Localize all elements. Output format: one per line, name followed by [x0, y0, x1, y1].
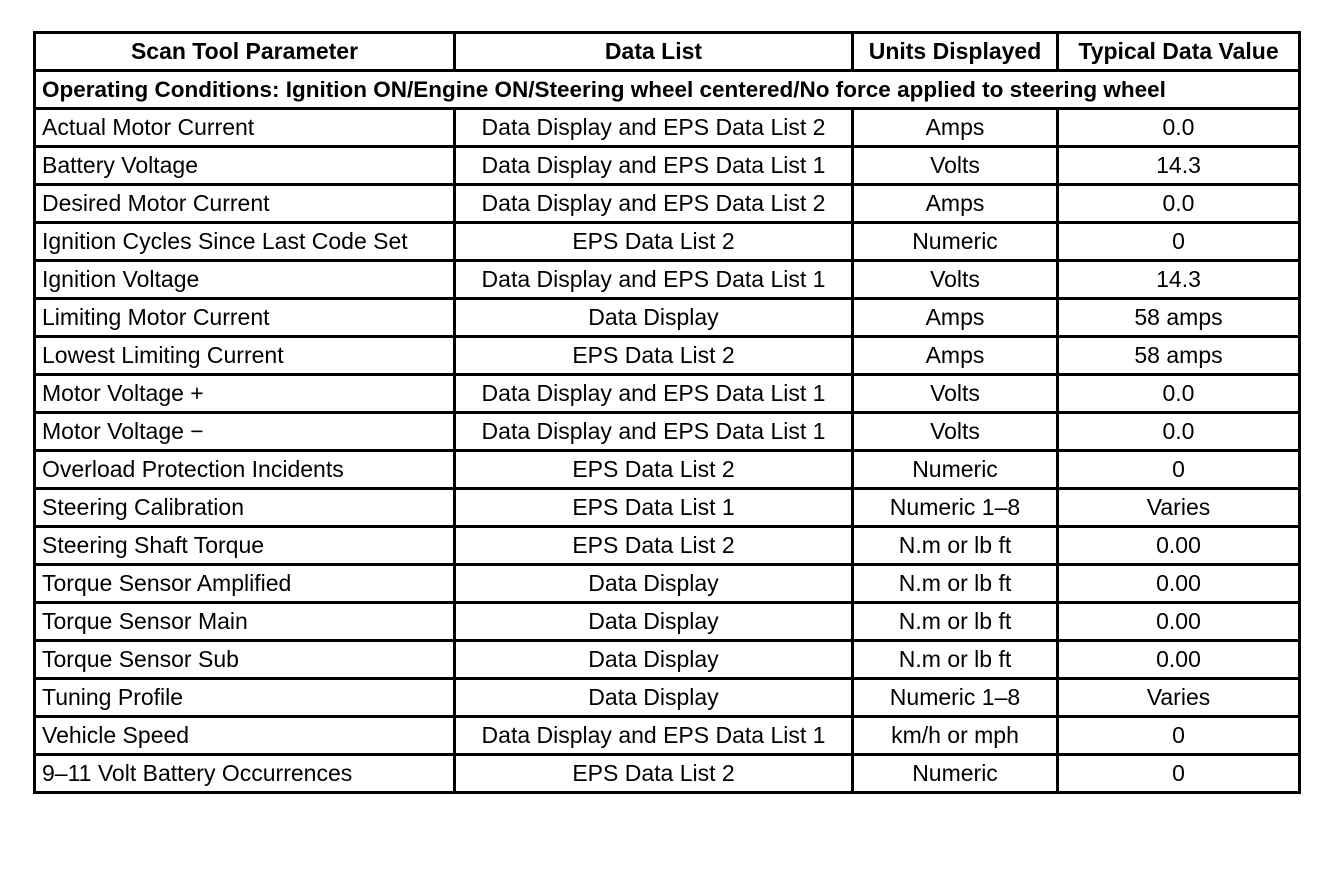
table-row [35, 717, 1300, 755]
cell-parameter: Limiting Motor Current [35, 299, 455, 337]
cell-typical-value: 14.3 [1058, 147, 1300, 185]
cell-parameter: 9–11 Volt Battery Occurrences [35, 755, 455, 793]
cell-units: Amps [853, 299, 1058, 337]
table-row [35, 603, 1300, 641]
table-row [35, 527, 1300, 565]
cell-units: N.m or lb ft [853, 565, 1058, 603]
cell-data-list: Data Display [455, 679, 853, 717]
cell-units: N.m or lb ft [853, 527, 1058, 565]
cell-typical-value: 0 [1058, 451, 1300, 489]
cell-typical-value: 14.3 [1058, 261, 1300, 299]
cell-typical-value: Varies [1058, 679, 1300, 717]
cell-typical-value: 58 amps [1058, 337, 1300, 375]
cell-typical-value: 0.00 [1058, 527, 1300, 565]
cell-parameter: Ignition Cycles Since Last Code Set [35, 223, 455, 261]
cell-typical-value: 0 [1058, 755, 1300, 793]
table-row [35, 223, 1300, 261]
table-row [35, 147, 1300, 185]
cell-parameter: Steering Calibration [35, 489, 455, 527]
cell-parameter: Ignition Voltage [35, 261, 455, 299]
cell-typical-value: 0.0 [1058, 413, 1300, 451]
table-row [35, 337, 1300, 375]
cell-data-list: Data Display and EPS Data List 1 [455, 147, 853, 185]
cell-units: Amps [853, 109, 1058, 147]
cell-units: N.m or lb ft [853, 603, 1058, 641]
cell-parameter: Steering Shaft Torque [35, 527, 455, 565]
cell-data-list: EPS Data List 1 [455, 489, 853, 527]
table-row [35, 185, 1300, 223]
operating-conditions-row [35, 71, 1300, 109]
table-row [35, 489, 1300, 527]
table-row [35, 375, 1300, 413]
cell-parameter: Motor Voltage − [35, 413, 455, 451]
cell-data-list: Data Display and EPS Data List 1 [455, 261, 853, 299]
cell-data-list: Data Display and EPS Data List 1 [455, 717, 853, 755]
header-units-displayed: Units Displayed [853, 33, 1058, 71]
cell-parameter: Actual Motor Current [35, 109, 455, 147]
cell-typical-value: 0.00 [1058, 603, 1300, 641]
cell-data-list: Data Display [455, 603, 853, 641]
cell-units: Volts [853, 375, 1058, 413]
cell-parameter: Motor Voltage + [35, 375, 455, 413]
cell-units: Numeric [853, 755, 1058, 793]
cell-typical-value: Varies [1058, 489, 1300, 527]
table-row [35, 755, 1300, 793]
cell-units: N.m or lb ft [853, 641, 1058, 679]
cell-data-list: Data Display and EPS Data List 2 [455, 109, 853, 147]
header-scan-tool-parameter: Scan Tool Parameter [35, 33, 455, 71]
table-row [35, 299, 1300, 337]
cell-units: Amps [853, 185, 1058, 223]
cell-typical-value: 0.0 [1058, 185, 1300, 223]
cell-parameter: Lowest Limiting Current [35, 337, 455, 375]
table-row [35, 413, 1300, 451]
header-typical-data-value: Typical Data Value [1058, 33, 1300, 71]
cell-units: Numeric 1–8 [853, 679, 1058, 717]
cell-typical-value: 0 [1058, 223, 1300, 261]
cell-data-list: Data Display [455, 565, 853, 603]
table-row [35, 261, 1300, 299]
header-row [35, 33, 1300, 71]
cell-units: Numeric [853, 451, 1058, 489]
cell-data-list: Data Display and EPS Data List 1 [455, 375, 853, 413]
cell-data-list: EPS Data List 2 [455, 451, 853, 489]
cell-units: Volts [853, 413, 1058, 451]
table-row [35, 109, 1300, 147]
cell-parameter: Desired Motor Current [35, 185, 455, 223]
cell-parameter: Vehicle Speed [35, 717, 455, 755]
header-data-list: Data List [455, 33, 853, 71]
cell-typical-value: 0 [1058, 717, 1300, 755]
cell-parameter: Tuning Profile [35, 679, 455, 717]
cell-units: Volts [853, 147, 1058, 185]
operating-conditions: Operating Conditions: Ignition ON/Engine ON/Steering wheel centered/No force applied to steering wheel [35, 71, 1300, 109]
table-row [35, 451, 1300, 489]
cell-data-list: Data Display [455, 641, 853, 679]
cell-typical-value: 0.0 [1058, 109, 1300, 147]
cell-units: Volts [853, 261, 1058, 299]
cell-typical-value: 0.00 [1058, 565, 1300, 603]
cell-units: Numeric [853, 223, 1058, 261]
table-row [35, 641, 1300, 679]
cell-data-list: EPS Data List 2 [455, 527, 853, 565]
cell-data-list: EPS Data List 2 [455, 755, 853, 793]
cell-typical-value: 0.0 [1058, 375, 1300, 413]
cell-typical-value: 58 amps [1058, 299, 1300, 337]
scan-tool-data-table [33, 31, 1301, 794]
table-row [35, 679, 1300, 717]
cell-data-list: Data Display [455, 299, 853, 337]
cell-parameter: Overload Protection Incidents [35, 451, 455, 489]
cell-parameter: Torque Sensor Main [35, 603, 455, 641]
cell-units: km/h or mph [853, 717, 1058, 755]
cell-typical-value: 0.00 [1058, 641, 1300, 679]
cell-data-list: EPS Data List 2 [455, 223, 853, 261]
cell-parameter: Torque Sensor Amplified [35, 565, 455, 603]
cell-units: Amps [853, 337, 1058, 375]
cell-parameter: Torque Sensor Sub [35, 641, 455, 679]
cell-units: Numeric 1–8 [853, 489, 1058, 527]
table-row [35, 565, 1300, 603]
cell-parameter: Battery Voltage [35, 147, 455, 185]
cell-data-list: Data Display and EPS Data List 2 [455, 185, 853, 223]
cell-data-list: Data Display and EPS Data List 1 [455, 413, 853, 451]
cell-data-list: EPS Data List 2 [455, 337, 853, 375]
